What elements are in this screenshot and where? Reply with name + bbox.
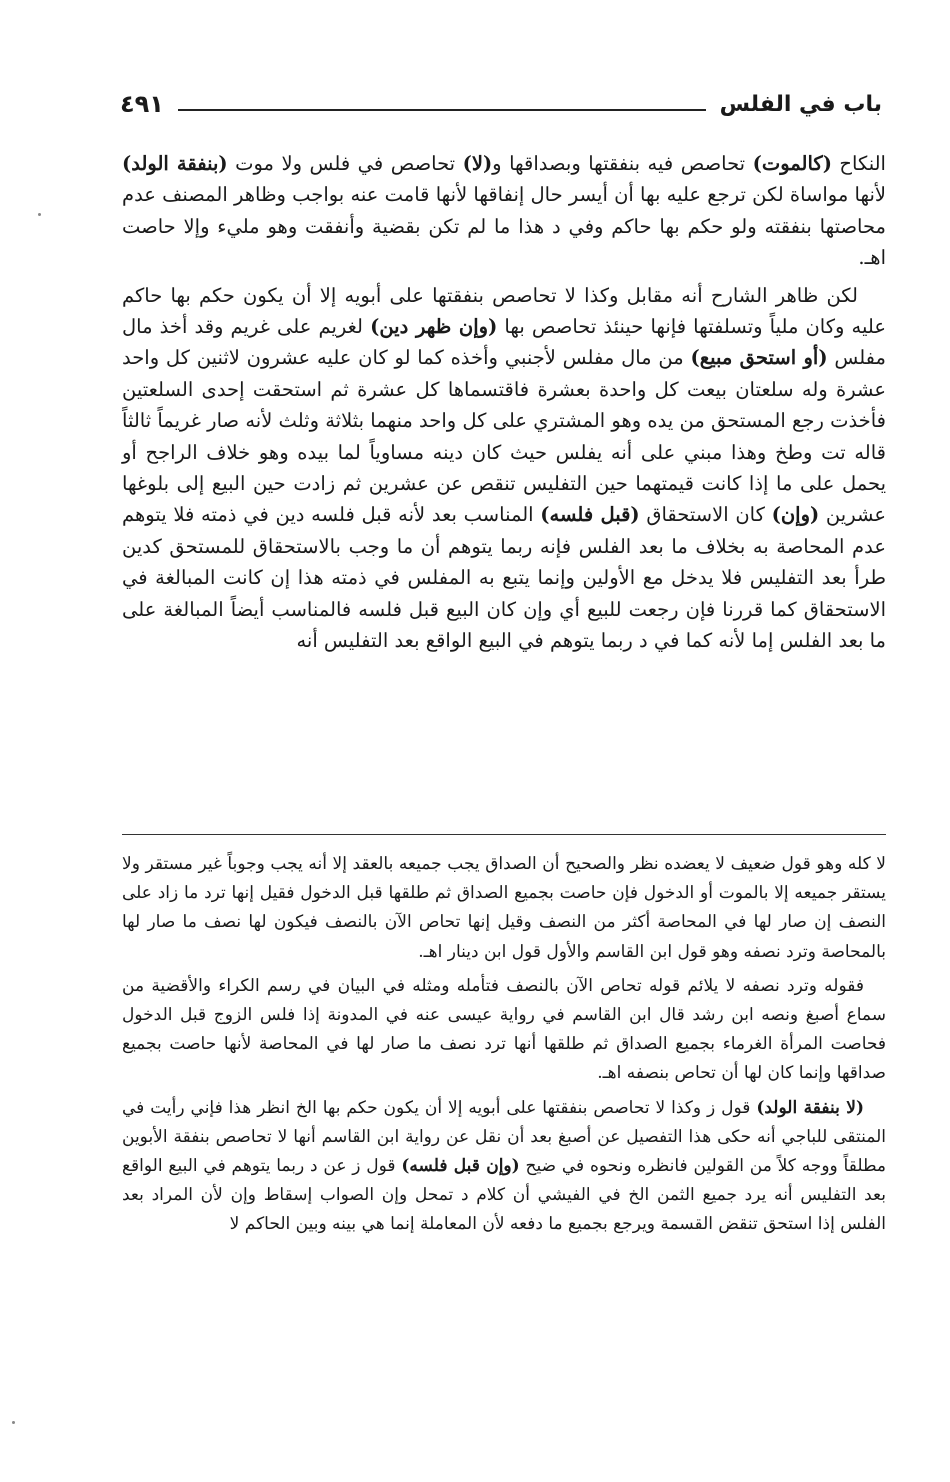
chapter-title: باب في الفلس [719, 91, 882, 117]
text-run: لكن ظاهر الشارح أنه مقابل وكذا لا تحاصص بنفقتها على أبويه إلا أن يكون حكم بها حاكم عليه وكان ملياً وتسلفتها فإنها حينئذ تحاصص بها [122, 283, 886, 339]
text-run: تحاصص فيه بنفقتها وبصداقها و [492, 152, 753, 175]
text-run: النكاح [831, 152, 886, 175]
text-run: المناسب بعد لأنه قبل فلسه دين في ذمته فلا يتوهم عدم المحاصة به بخلاف ما بعد الفلس فإنه ربما يتوهم أن ما وجب بالاستحقاق للمستحق كدين طرأ بعد التفليس فلا يدخل مع الأولين وإنما يتبع به المفلس في ذمته هذا إن كانت المبالغة في الاستحقاق كما قررنا فإن رجعت للبيع أي وإن كان البيع قبل فلسه فالمناسب أيضاً المبالغة على ما بعد الفلس إما لأنه كما في د ربما يتوهم في البيع الواقع بعد التفليس أنه [122, 503, 887, 653]
footnotes [122, 850, 886, 1245]
main-paragraph-1 [122, 148, 886, 274]
main-paragraph-2 [122, 280, 886, 657]
running-header [120, 86, 882, 122]
text-run: من مال مفلس لأجنبي وأخذه كما لو كان عليه عشرون لاثنين كل واحد عشرة وله سلعتان بيعت كل واحدة بعشرة فاقتسماها كل عشرة ثم استحقت إحدى السلعتين فأخذت رجع المستحق من يده وهو المشتري على كل واحد منهما بثلاثة وثلث لأنه صار غريماً ثالثاً قاله تت وطخ وهذا مبني على أنه يفلس حيث كان دينه مساوياً لما بيده وهو خلاف الراجح أو يحمل على ما إذا كانت قيمتهما حين التفليس تنقص عن عشرين ثم زادت حين البيع إلى بلوغها عشرين [122, 346, 886, 527]
main-text [122, 148, 886, 663]
keyword: (وإن قبل فلسه) [401, 1156, 520, 1177]
text-run: تحاصص في فلس ولا موت [227, 152, 463, 175]
scan-speck [38, 213, 41, 216]
keyword: (بنفقة الولد) [122, 152, 228, 175]
page-number: ٤٩١ [120, 90, 164, 118]
header-rule [178, 109, 706, 111]
keyword: (لا بنفقة الولد) [756, 1097, 864, 1118]
keyword: (لا) [462, 152, 493, 175]
keyword: (وإن ظهر دين) [370, 315, 498, 339]
footnote-paragraph-1: لا كله وهو قول ضعيف لا يعضده نظر والصحيح أن الصداق يجب جميعه بالعقد إلا أنه يجب وجوباً غير مستقر ولا يستقر جميعه إلا بالموت أو الدخول فإن حاصت بجميع الصداق ثم طلقها قبل الدخول فقيل إنها ترد ما زاد على النصف إن صار لها في المحاصة أكثر من النصف وقيل إنها تحاص الآن بالنصف فيكون لها نصف ما صار لها بالمحاصة وترد نصفه وهو قول ابن القاسم والأول قول ابن دينار اهـ. [122, 854, 886, 962]
footnote-paragraph-3 [122, 1094, 886, 1240]
scan-speck [12, 1421, 15, 1424]
text-run: لأنها مواساة لكن ترجع عليه بها أن أيسر حال إنفاقها لأنها قامت عنه بواجب وظاهر المصنف عدم محاصتها بنفقته ولو حكم بها حاكم وفي د هذا ما لم تكن بقضية وأنفقت وهو مليء وإلا حاصت اهـ. [122, 183, 886, 270]
text-run: قول ز وكذا لا تحاصص بنفقتها على أبويه إلا أن يكون حكم بها الخ انظر هذا فإني رأيت في المنتقى للباجي أنه حكى هذا التفصيل عن أصبغ بعد أن نقل عن رواية ابن القاسم أنها لا تحاصص بنفقة الأبوين مطلقاً ووجه كلاً من القولين فانظره ونحوه في ضيح [122, 1097, 887, 1177]
text-run: لغريم على غريم وقد أخذ مال مفلس [122, 315, 886, 370]
text-run: قول ز عن د ربما يتوهم في البيع الواقع بعد التفليس أنه يرد جميع الثمن الخ في الفيشي أن كلام د تمحل وإن الصواب إسقاط وإن لأن المراد بعد الفلس إذا استحق تنقض القسمة ويرجع بجميع ما دفعه لأن المعاملة إنما هي بينه وبين الحاكم لا [122, 1156, 886, 1235]
keyword: (وإن) [771, 503, 820, 527]
footnote-separator [122, 834, 886, 835]
keyword: (أو استحق مبيع) [690, 346, 828, 370]
keyword: (قبل فلسه) [540, 503, 640, 527]
text-run: كان الاستحقاق [639, 503, 772, 527]
footnote-paragraph-2: فقوله وترد نصفه لا يلائم قوله تحاص الآن بالنصف فتأمله ومثله في البيان في رسم الكراء والأقضية من سماع أصبغ ونصه ابن رشد قال ابن القاسم في رواية عيسى عنه في المدونة إذا فلس الزوج قبل الدخول فحاصت المرأة الغرماء بجميع الصداق ثم طلقها أنها ترد نصف ما صار لها في المحاصة لأنها حاصت بجميع صداقها وإنما كان لها أن تحاص بنصفه اهـ. [122, 975, 886, 1084]
keyword: (كالموت) [752, 152, 832, 175]
